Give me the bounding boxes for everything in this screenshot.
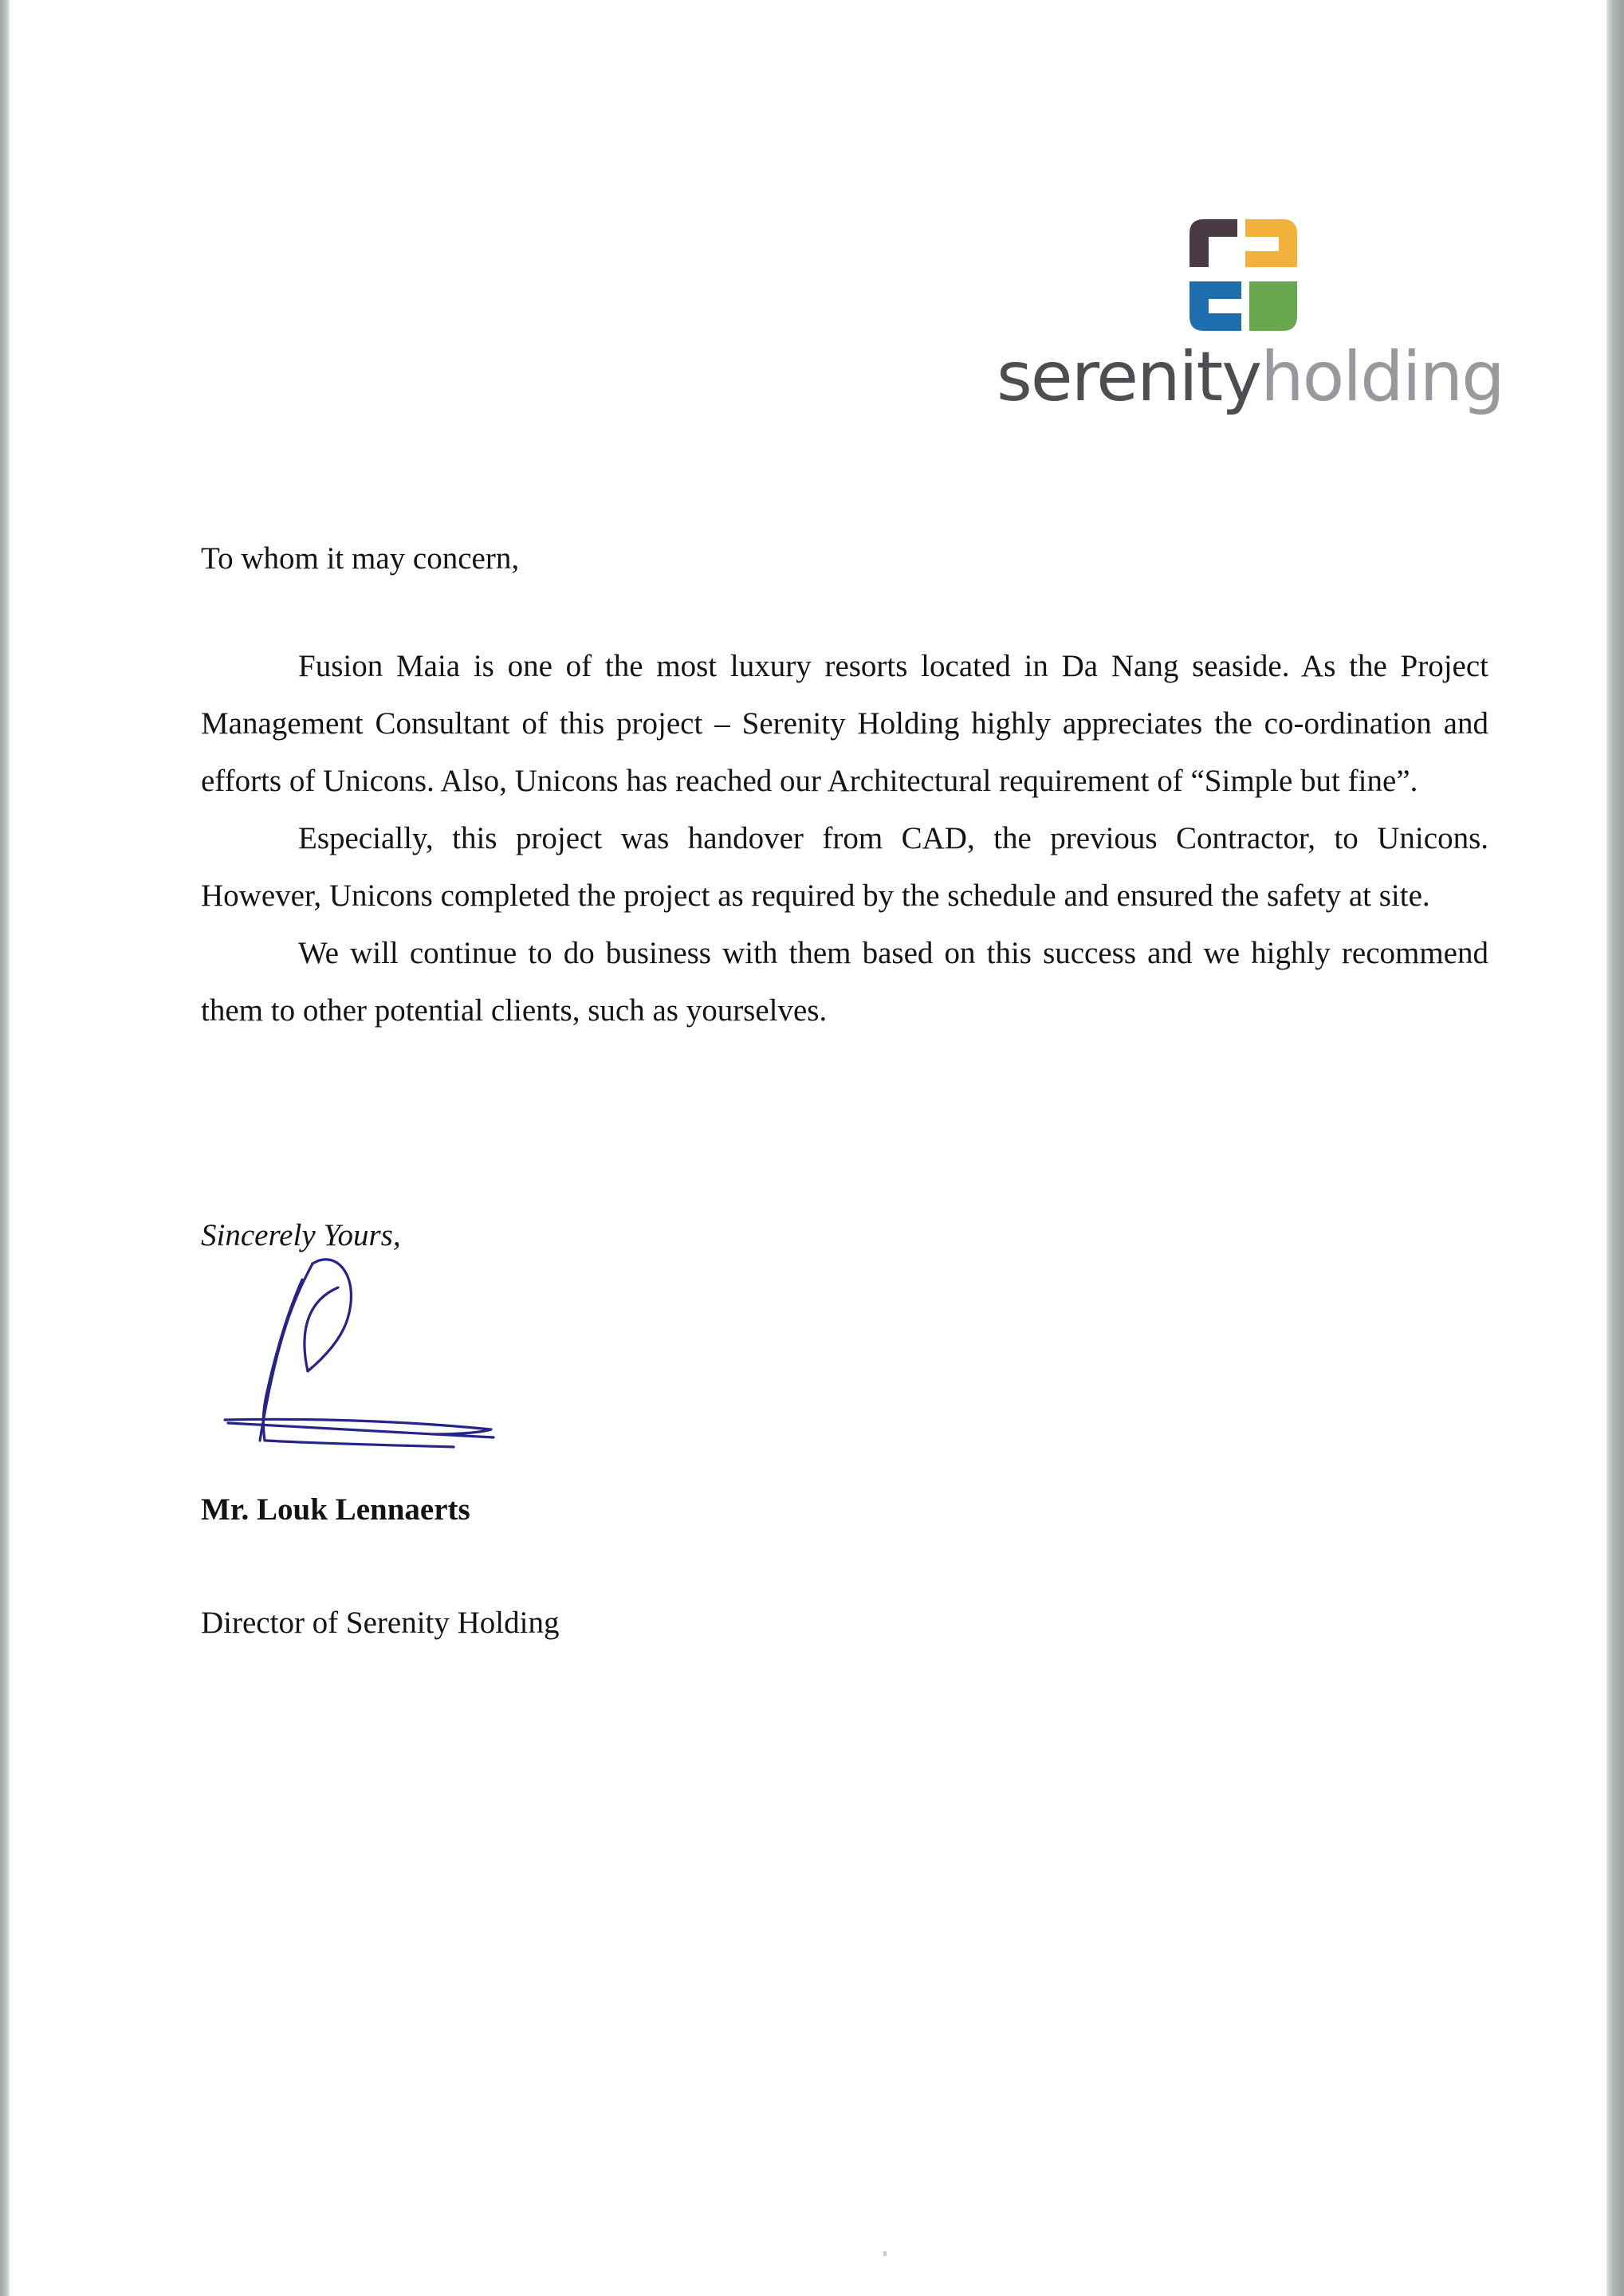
scan-edge-right <box>1606 0 1624 2296</box>
signatory-title: Director of Serenity Holding <box>201 1606 560 1640</box>
scan-speck <box>883 2251 887 2256</box>
salutation: To whom it may concern, <box>201 541 520 576</box>
letter-page <box>10 0 1606 2296</box>
body-paragraph: We will continue to do business with them based on this success and we highly recommend them to other potential clients, such as yourselves. <box>201 936 1488 1028</box>
scan-edge-left <box>0 0 10 2296</box>
logo-text-holding: holding <box>1260 337 1504 417</box>
letter-body <box>201 638 1488 1040</box>
body-paragraph: Especially, this project was handover from CAD, the previous Contractor, to Unicons. However, Unicons completed the project as required by the schedule and ensured the safety at site. <box>201 821 1488 913</box>
body-paragraph: Fusion Maia is one of the most luxury resorts located in Da Nang seaside. As the Project Management Consultant of this project – Serenity Holding highly appreciates the co-ordination and efforts of Unicons. Also, Unicons has reached our Architectural requirement of “Simple but fine”. <box>201 649 1488 798</box>
serenity-holding-logo-text <box>997 333 1504 421</box>
logo-text-serenity: serenity <box>997 337 1261 417</box>
closing: Sincerely Yours, <box>201 1218 401 1252</box>
serenity-holding-logo-icon <box>1189 219 1297 331</box>
handwritten-signature <box>218 1232 513 1471</box>
signatory-name: Mr. Louk Lennaerts <box>201 1492 470 1527</box>
